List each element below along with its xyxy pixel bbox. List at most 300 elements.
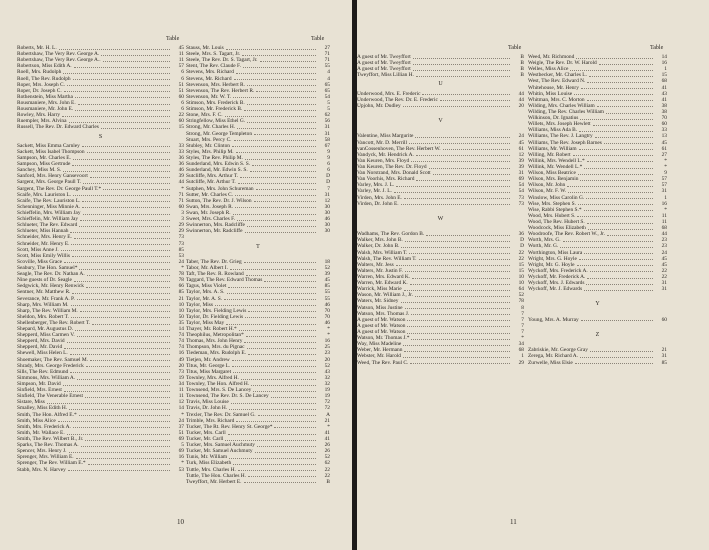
- dot-leader: [228, 434, 316, 435]
- dot-leader: [244, 262, 316, 263]
- table-number: 44: [518, 96, 524, 103]
- guest-name: Townley, Mrs. Alfred H.: [186, 374, 239, 381]
- table-number: 52: [324, 362, 330, 369]
- dot-leader: [413, 70, 510, 71]
- dot-leader: [67, 85, 170, 86]
- table-number: 5: [327, 106, 330, 113]
- dot-leader: [587, 278, 653, 279]
- dot-leader: [581, 88, 653, 89]
- table-number: 74: [178, 332, 184, 339]
- dot-leader: [70, 232, 170, 233]
- guest-name: Sprenger, The Rev. William E.*: [17, 460, 86, 467]
- table-number: B: [520, 54, 524, 60]
- table-number: 8: [521, 304, 524, 311]
- table-number: A: [326, 411, 330, 418]
- table-number: 73: [518, 194, 524, 201]
- guest-name: Russell, The Rev. Dr. Edward Charles: [17, 124, 99, 131]
- guest-name: Taylor, Mrs. Fielding Lewis: [186, 307, 247, 314]
- guest-name: Schieffelin, Mrs. William Jay: [17, 209, 81, 216]
- dot-leader: [244, 110, 316, 111]
- dot-leader: [76, 458, 170, 459]
- guest-name: Rousmaniere, Mrs. John E.: [17, 99, 76, 106]
- dot-leader: [90, 177, 170, 178]
- table-number: 19: [324, 387, 330, 394]
- dot-leader: [396, 265, 510, 266]
- table-number: 34: [178, 381, 184, 388]
- guest-name: Wright, Mrs. G. Hoyle: [528, 255, 577, 262]
- table-number: 73: [178, 368, 184, 375]
- table-number: 4: [327, 75, 330, 82]
- dot-leader: [597, 106, 653, 107]
- guest-name: Schneider, Mrs. Henry E.: [17, 234, 72, 241]
- table-number: 60: [661, 121, 667, 128]
- guest-name: A guest of Mr. Tweyffort: [357, 66, 411, 73]
- guest-name: Woodcock, Miss Elizabeth: [528, 225, 586, 232]
- table-number: 23: [324, 350, 330, 357]
- guest-name: Wilding, The Rev. Charles William: [528, 108, 604, 115]
- table-number: 13: [661, 133, 667, 140]
- dot-leader: [244, 482, 316, 483]
- dot-leader: [64, 348, 170, 349]
- guest-name: Valentine, Miss Margurite: [357, 133, 414, 140]
- dot-leader: [83, 183, 170, 184]
- guest-name: Sunderland, Mrs. Edwin S. S.: [186, 161, 251, 168]
- guest-name: Scaife, Mrs. Lauriston L.: [17, 191, 72, 198]
- table-number: 29: [178, 222, 184, 229]
- guest-name: Sutter, Mr. Charles C.: [186, 191, 234, 198]
- dot-leader: [274, 427, 316, 428]
- dot-leader: [90, 360, 170, 361]
- table-number: 43: [661, 90, 667, 97]
- table-number: 45: [178, 45, 184, 51]
- spacer: [528, 292, 667, 298]
- guest-name: Stabb, Mrs. N. Harvey: [17, 466, 66, 473]
- table-number: 65: [324, 87, 330, 94]
- guest-name: Tucker, The Rt. Rev. Henry St. George*: [186, 423, 273, 430]
- table-number: 6: [181, 106, 184, 113]
- guest-name: Watson, Mrs. Thomas J.: [357, 310, 410, 317]
- table-number: 41: [661, 96, 667, 103]
- dot-leader: [403, 106, 510, 107]
- table-number: 16: [324, 338, 330, 345]
- dot-leader: [433, 174, 510, 175]
- table-number: 73: [178, 234, 184, 241]
- table-number: 10: [178, 301, 184, 308]
- guest-name: Titus, Miss Margaret: [186, 368, 232, 375]
- guest-name: Wise, Rabbi Stephen S.*: [528, 206, 582, 213]
- guest-name: Sentner, Mr. Matthew R.: [17, 289, 71, 296]
- guest-name: Sparks, The Rev. Thomas A.: [17, 442, 79, 449]
- dot-leader: [247, 122, 316, 123]
- dot-leader: [256, 189, 316, 190]
- dot-leader: [607, 235, 653, 236]
- dot-leader: [224, 299, 316, 300]
- table-number: 68: [661, 78, 667, 85]
- table-number: 72: [324, 399, 330, 406]
- table-number: 15: [178, 124, 184, 131]
- dot-leader: [230, 269, 316, 270]
- guest-name: Sanchey, Miss M. S.: [17, 167, 62, 174]
- guest-name: Walters, Mr. Jess: [357, 261, 394, 268]
- dot-leader: [92, 324, 170, 325]
- guest-name: Swan, Mr. Joseph R.: [186, 209, 231, 216]
- guest-column: [186, 45, 330, 485]
- dot-leader: [101, 55, 170, 56]
- dot-leader: [584, 253, 653, 254]
- section-letter: S: [98, 133, 103, 140]
- table-number: 39: [324, 271, 330, 278]
- table-header: Table: [166, 36, 180, 42]
- dot-leader: [587, 82, 653, 83]
- table-number: 54: [518, 182, 524, 189]
- guest-name: Stevens, Mrs. Richard: [186, 69, 234, 76]
- table-number: 14: [661, 54, 667, 60]
- guest-name: Stone, Mrs. F. C.: [186, 112, 223, 119]
- table-number: 71: [324, 57, 330, 64]
- dot-leader: [587, 223, 653, 224]
- dot-leader: [75, 110, 170, 111]
- dot-leader: [407, 326, 510, 327]
- dot-leader: [241, 379, 316, 380]
- table-number: 7: [521, 316, 524, 323]
- table-number: 61: [661, 145, 667, 152]
- dot-leader: [411, 339, 510, 340]
- guest-name: Swinnerton, Mr. Radcliffe: [186, 228, 243, 235]
- dot-leader: [580, 180, 653, 181]
- dot-leader: [58, 421, 170, 422]
- dot-leader: [247, 85, 316, 86]
- table-number: *: [327, 423, 330, 430]
- dot-leader: [578, 204, 653, 205]
- guest-row: [186, 479, 330, 485]
- guest-name: Willink, Mr. Wendell L.*: [528, 163, 583, 170]
- guest-name: Walsh, Mrs. William T.: [357, 249, 408, 256]
- dot-leader: [413, 58, 510, 59]
- table-number: 58: [324, 136, 330, 143]
- dot-leader: [72, 256, 170, 257]
- dot-leader: [64, 391, 170, 392]
- guest-name: Walsh, The Rev. William T.: [357, 255, 417, 262]
- dot-leader: [247, 104, 316, 105]
- dot-leader: [68, 470, 170, 471]
- table-number: 22: [518, 249, 524, 256]
- table-number: 61: [518, 145, 524, 152]
- dot-leader: [403, 345, 510, 346]
- guest-name: Sackett, Miss Emma Carnley: [17, 142, 80, 149]
- guest-name: Wadhams, The Rev. Gordon B.: [357, 231, 425, 238]
- table-number: 57: [661, 176, 667, 183]
- table-number: 30: [324, 209, 330, 216]
- table-number: 1: [521, 353, 524, 360]
- guest-name: Rousmaniere, Mr. John E.: [17, 106, 74, 113]
- table-number: 15: [518, 267, 524, 274]
- table-number: 10: [178, 307, 184, 314]
- guest-name: Sampson, Miss Gertrude: [17, 161, 71, 168]
- table-number: *: [664, 163, 667, 170]
- guest-name: Tucker, Mr. Carll: [186, 436, 224, 443]
- table-number: 85: [324, 283, 330, 290]
- guest-name: Severance, Mr. Frank A. P.: [17, 295, 75, 302]
- guest-name: Tietjen, Mr. Andrew: [186, 356, 230, 363]
- table-number: 30: [324, 222, 330, 229]
- table-number: 78: [178, 271, 184, 278]
- dot-leader: [228, 287, 316, 288]
- guest-name: Whitman, Mrs. C. Morton: [528, 96, 585, 103]
- dot-leader: [403, 357, 510, 358]
- dot-leader: [256, 91, 316, 92]
- table-number: 73: [518, 200, 524, 207]
- table-number: 22: [661, 273, 667, 280]
- dot-leader: [69, 122, 170, 123]
- guest-name: Sackett, Miss Isabel Thompson: [17, 148, 85, 155]
- guest-name: Walker, Dr. John B.: [357, 243, 400, 250]
- dot-leader: [62, 116, 170, 117]
- table-number: 23: [661, 243, 667, 250]
- table-number: 36: [518, 231, 524, 238]
- table-number: 37: [178, 423, 184, 430]
- table-number: 85: [178, 246, 184, 253]
- guest-name: Shellenberger, The Rev. Robert T.: [17, 319, 91, 326]
- guest-name: Roper, Dr. Joseph C.: [17, 87, 62, 94]
- guest-name: Shepperd, Mrs. David: [17, 338, 65, 345]
- guest-name: Webster, Mr. Harold: [357, 353, 401, 360]
- table-number: 6: [181, 69, 184, 76]
- dot-leader: [232, 360, 316, 361]
- dot-leader: [260, 61, 316, 62]
- guest-name: Worth, Mr. G.: [528, 243, 559, 250]
- dot-leader: [589, 76, 653, 77]
- dot-leader: [443, 149, 510, 150]
- dot-leader: [245, 159, 316, 160]
- guest-name: Sheldon, Mrs. Robert T.: [17, 313, 69, 320]
- dot-leader: [82, 146, 170, 147]
- guest-name: Travis, Miss Louise: [186, 399, 229, 406]
- table-number: 78: [518, 298, 524, 305]
- guest-name: Swan, Mrs. Joseph R.: [186, 203, 234, 210]
- table-number: 24: [518, 133, 524, 140]
- dot-leader: [568, 192, 653, 193]
- dot-leader: [87, 275, 170, 276]
- dot-leader: [599, 64, 653, 65]
- table-number: 22: [324, 466, 330, 473]
- dot-leader: [595, 137, 653, 138]
- dot-leader: [586, 284, 653, 285]
- table-number: 5: [181, 442, 184, 449]
- table-number: 19: [324, 393, 330, 400]
- guest-name: Turk, Miss Elizabeth: [186, 460, 232, 467]
- dot-leader: [253, 391, 316, 392]
- guest-name: Zerega, Mr. Richard A.: [528, 353, 578, 360]
- dot-leader: [63, 73, 170, 74]
- dot-leader: [73, 79, 170, 80]
- dot-leader: [79, 269, 170, 270]
- dot-leader: [604, 143, 653, 144]
- dot-leader: [215, 305, 316, 306]
- guest-name: Schlueter, Miss Hannah: [17, 228, 69, 235]
- guest-name: Van Keuren, Mrs. Floyd: [357, 157, 410, 164]
- table-number: 22: [178, 112, 184, 119]
- table-header: Table: [508, 45, 522, 51]
- dot-leader: [590, 351, 653, 352]
- table-number: 52: [518, 292, 524, 299]
- table-number: 4: [327, 69, 330, 76]
- guest-name: Whitin, Miss Louise: [528, 90, 573, 97]
- guest-row: [528, 360, 667, 366]
- dot-leader: [233, 464, 316, 465]
- table-number: 3: [181, 209, 184, 216]
- table-number: 68: [661, 225, 667, 232]
- dot-leader: [243, 67, 316, 68]
- dot-leader: [248, 354, 316, 355]
- guest-name: Shewell, Miss Helen L.: [17, 350, 68, 357]
- table-number: 26: [324, 442, 330, 449]
- guest-name: Thomas, Mrs. John Henry: [186, 338, 243, 345]
- guest-column: [17, 45, 184, 473]
- table-number: 20: [178, 362, 184, 369]
- guest-name: A guest of Mr. Tweyffort: [357, 54, 411, 60]
- dot-leader: [422, 94, 510, 95]
- dot-leader: [236, 73, 316, 74]
- dot-leader: [79, 415, 170, 416]
- guest-name: Taber, The Rev. Dr. Grieg: [186, 258, 242, 265]
- table-number: 74: [178, 344, 184, 351]
- guest-name: Sinfield, The Venerable Ernest: [17, 393, 83, 400]
- dot-leader: [226, 49, 316, 50]
- guest-name: Weigle, The Rev. Dr. W. Harold: [528, 60, 597, 67]
- guest-name: Stent, The Rev. Claude F.: [186, 63, 241, 70]
- guest-name: Wilson, Mr. F. W.: [528, 188, 567, 195]
- table-number: 32: [324, 374, 330, 381]
- dot-leader: [238, 183, 316, 184]
- guest-name: Seabury, The Hon. Samuel*: [17, 264, 78, 271]
- dot-leader: [63, 385, 170, 386]
- table-number: 3: [181, 216, 184, 223]
- guest-name: Sanford, Mrs. Henry Gansevoort: [17, 173, 88, 180]
- section-letter: V: [438, 118, 443, 125]
- table-number: 62: [324, 112, 330, 119]
- guest-name: Rowley, Mrs. Harry: [17, 112, 61, 119]
- dot-leader: [401, 247, 510, 248]
- table-number: 45: [324, 277, 330, 284]
- table-number: 78: [178, 277, 184, 284]
- table-number: 23: [661, 237, 667, 244]
- guest-name: Vancott, Mr. D. Merrill: [357, 139, 408, 146]
- table-number: 85: [178, 289, 184, 296]
- table-number: 26: [324, 448, 330, 455]
- table-number: 30: [324, 203, 330, 210]
- guest-name: Theophilus, Metropolitan*: [186, 332, 244, 339]
- table-number: 22: [661, 267, 667, 274]
- table-number: 11: [178, 387, 184, 394]
- table-number: 71: [324, 51, 330, 58]
- guest-name: Smith, The Hon. Alfred E.*: [17, 411, 77, 418]
- dot-leader: [103, 189, 170, 190]
- guest-name: Sargent, Mrs. George Paull T.: [17, 179, 82, 186]
- guest-name: Wood, Mrs. Hubert S.: [528, 212, 576, 219]
- guest-name: Sweet, Mrs. Charles F.: [186, 216, 235, 223]
- table-number: 52: [324, 264, 330, 271]
- guest-name: Willing, Mr. Robert: [528, 151, 571, 158]
- dot-leader: [71, 317, 170, 318]
- dot-leader: [67, 434, 170, 435]
- guest-name: Warren, Mrs. Edward K.: [357, 273, 411, 280]
- table-number: *: [521, 335, 524, 342]
- guest-name: Tagus, Miss Violet: [186, 283, 227, 290]
- dot-leader: [59, 49, 170, 50]
- guest-name: Tiedeman, Mrs. Rudolph E.: [186, 350, 246, 357]
- table-number: 38: [661, 102, 667, 109]
- dot-leader: [81, 446, 170, 447]
- dot-leader: [579, 149, 653, 150]
- dot-leader: [225, 116, 316, 117]
- table-number: 18: [324, 258, 330, 265]
- guest-name: Strong, Mr. George Templeton: [186, 130, 253, 137]
- dot-leader: [574, 94, 653, 95]
- dot-leader: [234, 140, 316, 141]
- guest-name: Waters, Mr. Sidney: [357, 298, 399, 305]
- table-number: *: [664, 157, 667, 164]
- dot-leader: [245, 317, 316, 318]
- dot-leader: [244, 342, 316, 343]
- dot-leader: [560, 247, 653, 248]
- table-number: *: [181, 460, 184, 467]
- guest-name: Sargent, The Rev. Dr. George Paull T.*: [17, 185, 102, 192]
- guest-name: Smith, Miss Alice: [17, 417, 56, 424]
- table-number: 60: [178, 93, 184, 100]
- dot-leader: [87, 152, 170, 153]
- guest-name: Smith, The Rev. Wilbert B., Jr.: [17, 436, 84, 443]
- guest-name: Thayer, Mr. Robert H.*: [186, 326, 237, 333]
- guest-name: Way, Miss Madeline: [357, 341, 402, 348]
- guest-name: Thompson, Mrs. du Pignac: [186, 344, 245, 351]
- guest-name: Schneider, Mr. Henry E.: [17, 240, 70, 247]
- guest-name: Varley, Mrs. J. L.: [357, 182, 395, 189]
- table-number: 24: [178, 258, 184, 265]
- table-number: 16: [178, 454, 184, 461]
- table-number: 53: [178, 466, 184, 473]
- table-number: 9: [327, 154, 330, 161]
- guest-name: Taggard, The Rev. Edward Thomas: [186, 277, 263, 284]
- guest-name: Scaife, The Rev. Lauriston L.: [17, 197, 81, 204]
- left-page: [0, 0, 352, 550]
- dot-leader: [67, 342, 170, 343]
- table-number: 70: [324, 307, 330, 314]
- guest-name: Williams, The Rev. Joseph Barnes: [528, 139, 602, 146]
- guest-name: Robertshaw, The Very Rev. George A..: [17, 57, 101, 64]
- table-number: 11: [178, 57, 184, 64]
- guest-name: Sutcliffe, Mrs. Arthur T.: [186, 173, 239, 180]
- table-number: 7: [521, 310, 524, 317]
- dot-leader: [252, 165, 316, 166]
- dot-leader: [255, 452, 316, 453]
- table-number: 27: [661, 151, 667, 158]
- table-number: 22: [324, 472, 330, 479]
- guest-name: Stauss, Mr. Louis: [186, 45, 224, 51]
- guest-name: Schlueter, The Rev. Edward: [17, 222, 78, 229]
- table-number: *: [327, 326, 330, 333]
- guest-name: Simpson, Mr. David: [17, 381, 61, 388]
- guest-name: Steele, The Rev. Dr. S. Tagart, Jr.: [186, 57, 258, 64]
- guest-column: [528, 54, 667, 366]
- dot-leader: [588, 229, 653, 230]
- dot-leader: [257, 446, 316, 447]
- table-number: 41: [324, 436, 330, 443]
- guest-name: Sinfield, Mrs. Ernest: [17, 387, 62, 394]
- table-number: *: [181, 411, 184, 418]
- table-number: 53: [178, 252, 184, 259]
- guest-name: Shepard, Mr. Augustus D.: [17, 326, 74, 333]
- dot-leader: [584, 210, 653, 211]
